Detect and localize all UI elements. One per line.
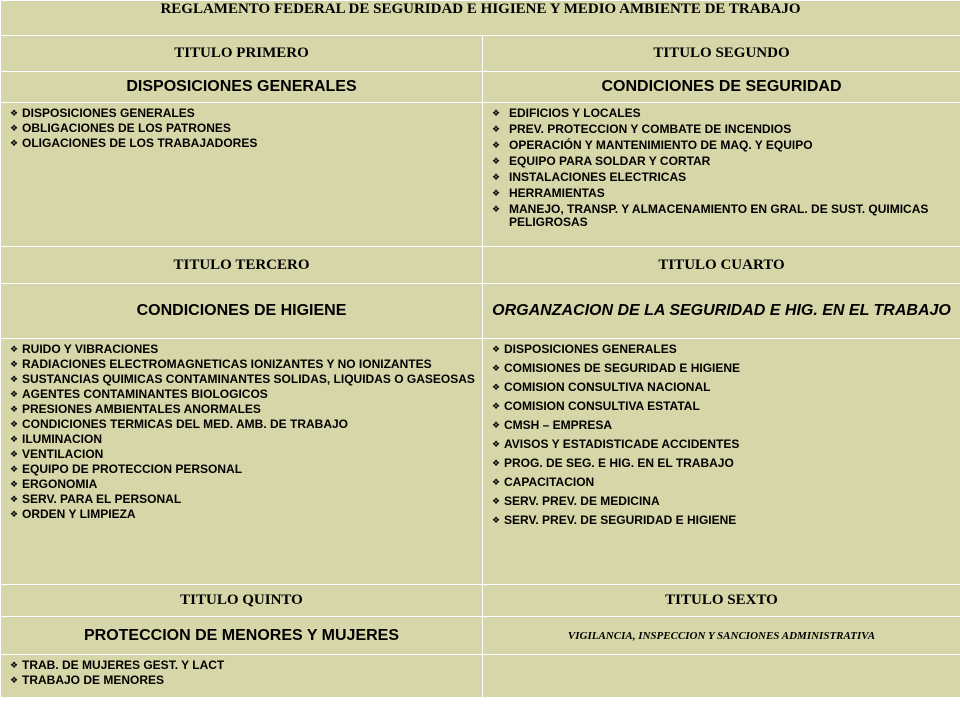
list-item-text: SERV. PREV. DE MEDICINA <box>504 494 660 508</box>
diamond-bullet-icon: ❖ <box>10 479 19 489</box>
section-items-cell-3 <box>1 339 483 585</box>
list-item <box>9 493 476 506</box>
list-item <box>9 418 476 431</box>
diamond-bullet-icon: ❖ <box>492 382 501 392</box>
list-item-text: ILUMINACION <box>22 432 102 446</box>
section-items-cell-4 <box>483 339 960 585</box>
list-item-text: DISPOSICIONES GENERALES <box>504 342 677 356</box>
list-item <box>9 508 476 521</box>
list-item-text: RUIDO Y VIBRACIONES <box>22 342 159 356</box>
diamond-bullet-icon: ❖ <box>492 363 501 373</box>
list-item <box>491 203 954 229</box>
list-item <box>9 463 476 476</box>
diamond-bullet-icon: ❖ <box>10 419 19 429</box>
list-item <box>9 122 476 135</box>
list-item <box>491 514 954 527</box>
diamond-bullet-icon: ❖ <box>492 156 501 166</box>
diamond-bullet-icon: ❖ <box>492 515 501 525</box>
list-item-text: PROG. DE SEG. E HIG. EN EL TRABAJO <box>504 456 734 470</box>
list-item-text: VENTILACION <box>22 447 104 461</box>
section-label-1: TITULO PRIMERO <box>1 36 483 72</box>
diamond-bullet-icon: ❖ <box>492 204 501 214</box>
diamond-bullet-icon: ❖ <box>10 434 19 444</box>
list-item-text: DISPOSICIONES GENERALES <box>22 106 195 120</box>
diamond-bullet-icon: ❖ <box>492 477 501 487</box>
list-item <box>9 107 476 120</box>
diamond-bullet-icon: ❖ <box>10 449 19 459</box>
diamond-bullet-icon: ❖ <box>10 374 19 384</box>
diamond-bullet-icon: ❖ <box>492 496 501 506</box>
list-item-text: MANEJO, TRANSP. Y ALMACENAMIENTO EN GRAL. DE SUST. QUIMICAS PELIGROSAS <box>509 202 929 229</box>
list-item <box>9 358 476 371</box>
list-item <box>491 438 954 451</box>
diamond-bullet-icon: ❖ <box>10 108 19 118</box>
list-item-text: ORDEN Y LIMPIEZA <box>22 507 136 521</box>
list-item-text: COMISION CONSULTIVA NACIONAL <box>504 380 711 394</box>
section-list <box>483 339 960 537</box>
diamond-bullet-icon: ❖ <box>492 344 501 354</box>
diamond-bullet-icon: ❖ <box>10 404 19 414</box>
section-heading-3: CONDICIONES DE HIGIENE <box>1 284 483 339</box>
list-item-text: PRESIONES AMBIENTALES ANORMALES <box>22 402 261 416</box>
list-item <box>9 448 476 461</box>
list-item <box>491 155 954 168</box>
list-item-text: CAPACITACION <box>504 475 595 489</box>
diamond-bullet-icon: ❖ <box>10 509 19 519</box>
main-title: REGLAMENTO FEDERAL DE SEGURIDAD E HIGIENE Y MEDIO AMBIENTE DE TRABAJO <box>1 1 960 36</box>
list-item <box>9 674 476 687</box>
section-heading-2: CONDICIONES DE SEGURIDAD <box>483 72 960 103</box>
list-item <box>491 171 954 184</box>
diamond-bullet-icon: ❖ <box>10 464 19 474</box>
list-item-text: OLIGACIONES DE LOS TRABAJADORES <box>22 136 258 150</box>
diamond-bullet-icon: ❖ <box>10 660 19 670</box>
section-items-cell-1 <box>1 103 483 247</box>
list-item <box>491 400 954 413</box>
section-heading-1: DISPOSICIONES GENERALES <box>1 72 483 103</box>
list-item-text: OPERACIÓN Y MANTENIMIENTO DE MAQ. Y EQUIPO <box>509 138 813 152</box>
diamond-bullet-icon: ❖ <box>10 344 19 354</box>
section-list <box>1 339 482 527</box>
diamond-bullet-icon: ❖ <box>492 124 501 134</box>
list-item <box>9 388 476 401</box>
section-label-3: TITULO TERCERO <box>1 247 483 284</box>
list-item-text: HERRAMIENTAS <box>509 186 605 200</box>
section-items-cell-5 <box>1 655 483 698</box>
list-item-text: CONDICIONES TERMICAS DEL MED. AMB. DE TRABAJO <box>22 417 349 431</box>
section-label-5: TITULO QUINTO <box>1 585 483 617</box>
section-list <box>483 103 960 236</box>
list-item-text: COMISION CONSULTIVA ESTATAL <box>504 399 700 413</box>
list-item <box>9 373 476 386</box>
list-item <box>9 659 476 672</box>
list-item-text: INSTALACIONES ELECTRICAS <box>509 170 687 184</box>
diamond-bullet-icon: ❖ <box>492 140 501 150</box>
list-item <box>491 381 954 394</box>
list-item <box>9 433 476 446</box>
diamond-bullet-icon: ❖ <box>10 494 19 504</box>
list-item <box>491 187 954 200</box>
section-heading-4: ORGANZACION DE LA SEGURIDAD E HIG. EN EL TRABAJO <box>483 284 960 339</box>
list-item-text: TRAB. DE MUJERES GEST. Y LACT <box>22 658 225 672</box>
list-item-text: CMSH – EMPRESA <box>504 418 613 432</box>
list-item-text: ERGONOMIA <box>22 477 98 491</box>
list-item-text: AVISOS Y ESTADISTICADE ACCIDENTES <box>504 437 740 451</box>
list-item-text: SERV. PARA EL PERSONAL <box>22 492 182 506</box>
diamond-bullet-icon: ❖ <box>492 172 501 182</box>
section-label-2: TITULO SEGUNDO <box>483 36 960 72</box>
section-label-4: TITULO CUARTO <box>483 247 960 284</box>
section-label-6: TITULO SEXTO <box>483 585 960 617</box>
diamond-bullet-icon: ❖ <box>10 123 19 133</box>
diamond-bullet-icon: ❖ <box>10 359 19 369</box>
diamond-bullet-icon: ❖ <box>492 439 501 449</box>
list-item-text: AGENTES CONTAMINANTES BIOLOGICOS <box>22 387 268 401</box>
list-item-text: RADIACIONES ELECTROMAGNETICAS IONIZANTES Y NO IONIZANTES <box>22 357 432 371</box>
list-item <box>491 139 954 152</box>
list-item-text: OBLIGACIONES DE LOS PATRONES <box>22 121 231 135</box>
list-item-text: EDIFICIOS Y LOCALES <box>509 106 641 120</box>
list-item-text: SUSTANCIAS QUIMICAS CONTAMINANTES SOLIDAS, LIQUIDAS O GASEOSAS <box>22 372 475 386</box>
section-list <box>1 103 482 156</box>
list-item-text: TRABAJO DE MENORES <box>22 673 165 687</box>
diamond-bullet-icon: ❖ <box>10 138 19 148</box>
section-items-cell-2 <box>483 103 960 247</box>
list-item <box>491 123 954 136</box>
list-item-text: PREV. PROTECCION Y COMBATE DE INCENDIOS <box>509 122 792 136</box>
list-item <box>491 495 954 508</box>
diamond-bullet-icon: ❖ <box>10 675 19 685</box>
section-list <box>1 655 482 693</box>
list-item <box>491 362 954 375</box>
list-item <box>491 457 954 470</box>
section-heading-6: VIGILANCIA, INSPECCION Y SANCIONES ADMINISTRATIVA <box>483 617 960 655</box>
list-item <box>491 476 954 489</box>
list-item <box>9 403 476 416</box>
section-items-cell-6 <box>483 655 960 698</box>
section-list <box>483 655 960 663</box>
diamond-bullet-icon: ❖ <box>492 188 501 198</box>
diamond-bullet-icon: ❖ <box>492 420 501 430</box>
section-heading-5: PROTECCION DE MENORES Y MUJERES <box>1 617 483 655</box>
list-item-text: SERV. PREV. DE SEGURIDAD E HIGIENE <box>504 513 737 527</box>
list-item <box>9 137 476 150</box>
diamond-bullet-icon: ❖ <box>492 458 501 468</box>
diamond-bullet-icon: ❖ <box>492 401 501 411</box>
list-item <box>491 419 954 432</box>
list-item <box>491 343 954 356</box>
list-item <box>491 107 954 120</box>
list-item-text: EQUIPO DE PROTECCION PERSONAL <box>22 462 243 476</box>
diamond-bullet-icon: ❖ <box>492 108 501 118</box>
list-item-text: COMISIONES DE SEGURIDAD E HIGIENE <box>504 361 741 375</box>
list-item <box>9 478 476 491</box>
diamond-bullet-icon: ❖ <box>10 389 19 399</box>
list-item <box>9 343 476 356</box>
list-item-text: EQUIPO PARA SOLDAR Y CORTAR <box>509 154 711 168</box>
